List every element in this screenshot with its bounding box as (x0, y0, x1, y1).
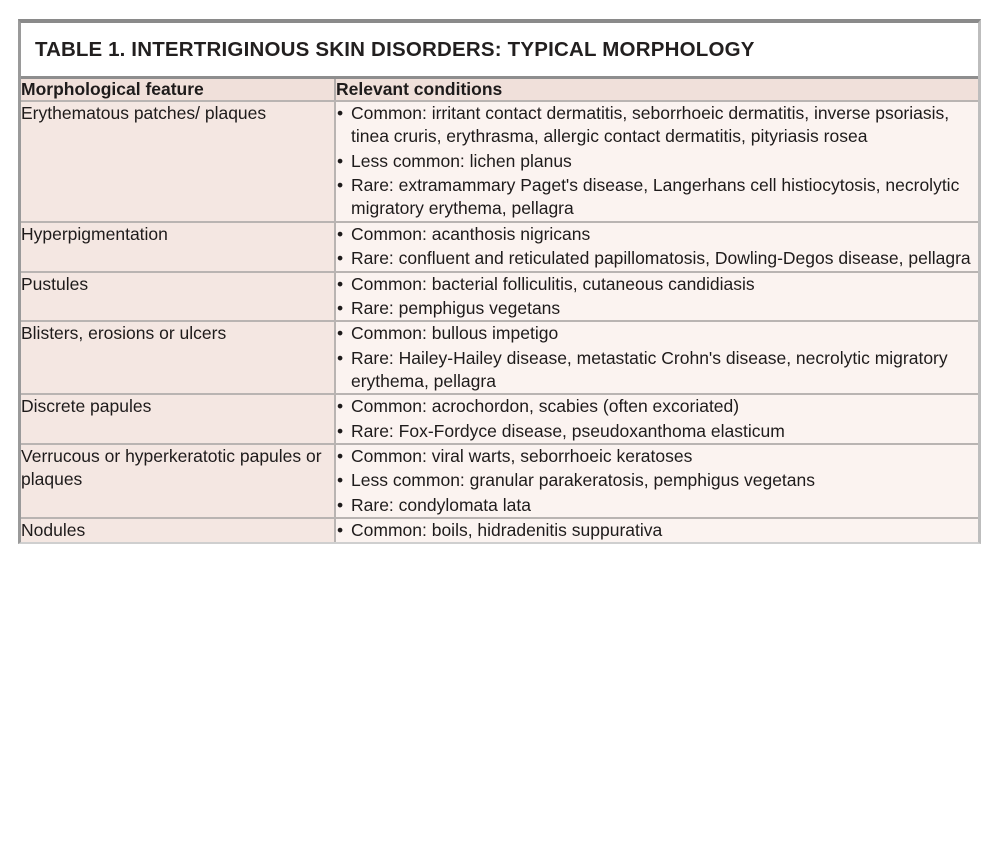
condition-item (336, 273, 978, 296)
table-container (18, 19, 981, 544)
feature-cell: Discrete papules (21, 394, 335, 444)
condition-item (336, 469, 978, 492)
bullet-icon: • (337, 223, 344, 244)
table-row (21, 321, 978, 394)
table-row (21, 222, 978, 272)
conditions-cell (335, 222, 978, 272)
condition-item (336, 519, 978, 542)
condition-item (336, 174, 978, 221)
table-title-band (21, 23, 978, 79)
bullet-icon: • (337, 323, 344, 344)
bullet-icon: • (337, 103, 344, 123)
table-row (21, 272, 978, 322)
table-row (21, 394, 978, 444)
conditions-list (336, 223, 978, 271)
bullet-icon: • (337, 273, 344, 294)
conditions-list (336, 322, 978, 393)
feature-cell: Pustules (21, 272, 335, 322)
condition-item (336, 150, 978, 173)
condition-item (336, 297, 978, 320)
conditions-cell (335, 444, 978, 518)
condition-item (336, 494, 978, 517)
conditions-cell (335, 321, 978, 394)
table-header-row (21, 79, 978, 101)
bullet-icon: • (337, 446, 344, 467)
condition-text: Less common: granular parakeratosis, pemphigus vegetans (351, 470, 815, 491)
feature-cell: Verrucous or hyperkeratotic papules or plaques (21, 444, 335, 518)
condition-text: Rare: confluent and reticulated papillomatosis, Dowling-Degos disease, pellagra (351, 248, 971, 269)
conditions-list (336, 519, 978, 542)
bullet-icon: • (337, 520, 344, 541)
table-title-number: TABLE 1. (35, 37, 126, 61)
table-row (21, 444, 978, 518)
condition-item (336, 347, 978, 394)
condition-text: Common: boils, hidradenitis suppurativa (351, 520, 663, 541)
bullet-icon: • (337, 248, 344, 269)
bullet-icon: • (337, 396, 344, 417)
condition-item (336, 102, 978, 149)
bullet-icon: • (337, 347, 344, 368)
condition-text: Common: acrochordon, scabies (often excoriated) (351, 396, 740, 417)
condition-text: Common: irritant contact dermatitis, seborrhoeic dermatitis, inverse psoriasis, tinea cruris, erythrasma, allergic contact dermatitis, pityriasis rosea (351, 103, 950, 147)
condition-item (336, 223, 978, 246)
condition-text: Rare: pemphigus vegetans (351, 297, 561, 318)
conditions-list (336, 273, 978, 321)
column-header-feature: Morphological feature (21, 79, 335, 101)
condition-item (336, 247, 978, 270)
condition-text: Common: bacterial folliculitis, cutaneous candidiasis (351, 273, 755, 294)
feature-cell: Nodules (21, 518, 335, 542)
bullet-icon: • (337, 175, 344, 196)
bullet-icon: • (337, 470, 344, 491)
conditions-cell (335, 394, 978, 444)
condition-item (336, 395, 978, 418)
table-head (21, 79, 978, 101)
condition-text: Common: viral warts, seborrhoeic keratoses (351, 446, 693, 467)
bullet-icon: • (337, 420, 344, 441)
conditions-list (336, 445, 978, 517)
condition-text: Rare: extramammary Paget's disease, Langerhans cell histiocytosis, necrolytic migratory erythema, pellagra (351, 175, 960, 219)
column-header-conditions: Relevant conditions (335, 79, 978, 101)
condition-item (336, 445, 978, 468)
feature-cell: Blisters, erosions or ulcers (21, 321, 335, 394)
feature-cell: Erythematous patches/ plaques (21, 101, 335, 222)
conditions-list (336, 102, 978, 221)
table-row (21, 518, 978, 542)
conditions-cell (335, 518, 978, 542)
conditions-list (336, 395, 978, 443)
bullet-icon: • (337, 297, 344, 318)
condition-item (336, 322, 978, 345)
table-title-text: INTERTRIGINOUS SKIN DISORDERS: TYPICAL MORPHOLOGY (125, 37, 755, 61)
table-title (35, 38, 755, 62)
conditions-cell (335, 272, 978, 322)
condition-text: Rare: Hailey-Hailey disease, metastatic Crohn's disease, necrolytic migratory erythema, pellagra (351, 347, 948, 391)
conditions-cell (335, 101, 978, 222)
bullet-icon: • (337, 150, 344, 171)
condition-item (336, 420, 978, 443)
table-body (21, 101, 978, 542)
condition-text: Common: bullous impetigo (351, 323, 559, 344)
condition-text: Rare: condylomata lata (351, 494, 531, 515)
bullet-icon: • (337, 494, 344, 515)
table-row (21, 101, 978, 222)
feature-cell: Hyperpigmentation (21, 222, 335, 272)
condition-text: Less common: lichen planus (351, 150, 572, 171)
morphology-table (21, 79, 978, 542)
condition-text: Rare: Fox-Fordyce disease, pseudoxanthoma elasticum (351, 420, 785, 441)
condition-text: Common: acanthosis nigricans (351, 223, 591, 244)
